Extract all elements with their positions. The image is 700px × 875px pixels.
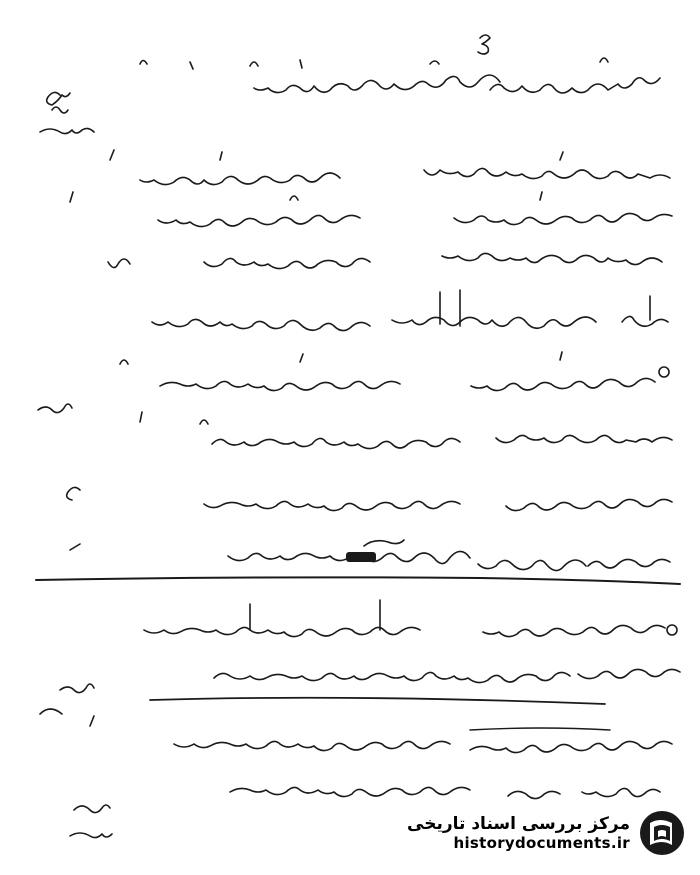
- handwritten-line-4: [108, 253, 662, 268]
- watermark-url: historydocuments.ir: [453, 834, 630, 852]
- margin-note-top: [40, 92, 94, 133]
- handwritten-line-13: [230, 787, 660, 798]
- handwritten-line-11: [40, 669, 680, 714]
- handwritten-line-12: [90, 716, 672, 753]
- handwritten-line-6: [120, 352, 655, 391]
- handwritten-line-1: [140, 58, 660, 93]
- bullet-mark-1: [659, 367, 669, 377]
- underline-line-11: [470, 728, 610, 730]
- underline-line-10: [150, 698, 605, 704]
- handwritten-line-8: [67, 487, 672, 510]
- history-documents-logo-icon: [638, 809, 686, 857]
- margin-note-middle: [38, 404, 72, 413]
- margin-note-bottom: [70, 805, 112, 838]
- handwritten-line-10: [144, 600, 665, 637]
- bullet-mark-2: [667, 625, 677, 635]
- watermark-text: [407, 814, 630, 852]
- watermark: [386, 801, 686, 865]
- watermark-title: مرکز بررسی اسناد تاریخی: [407, 814, 630, 834]
- handwritten-line-5: [152, 290, 668, 331]
- ink-blot: [346, 552, 376, 562]
- handwritten-line-2: [110, 150, 670, 185]
- page-number-mark: [478, 35, 490, 54]
- separator-line: [36, 577, 680, 584]
- handwritten-line-3: [70, 192, 672, 227]
- handwritten-line-7: [140, 412, 672, 449]
